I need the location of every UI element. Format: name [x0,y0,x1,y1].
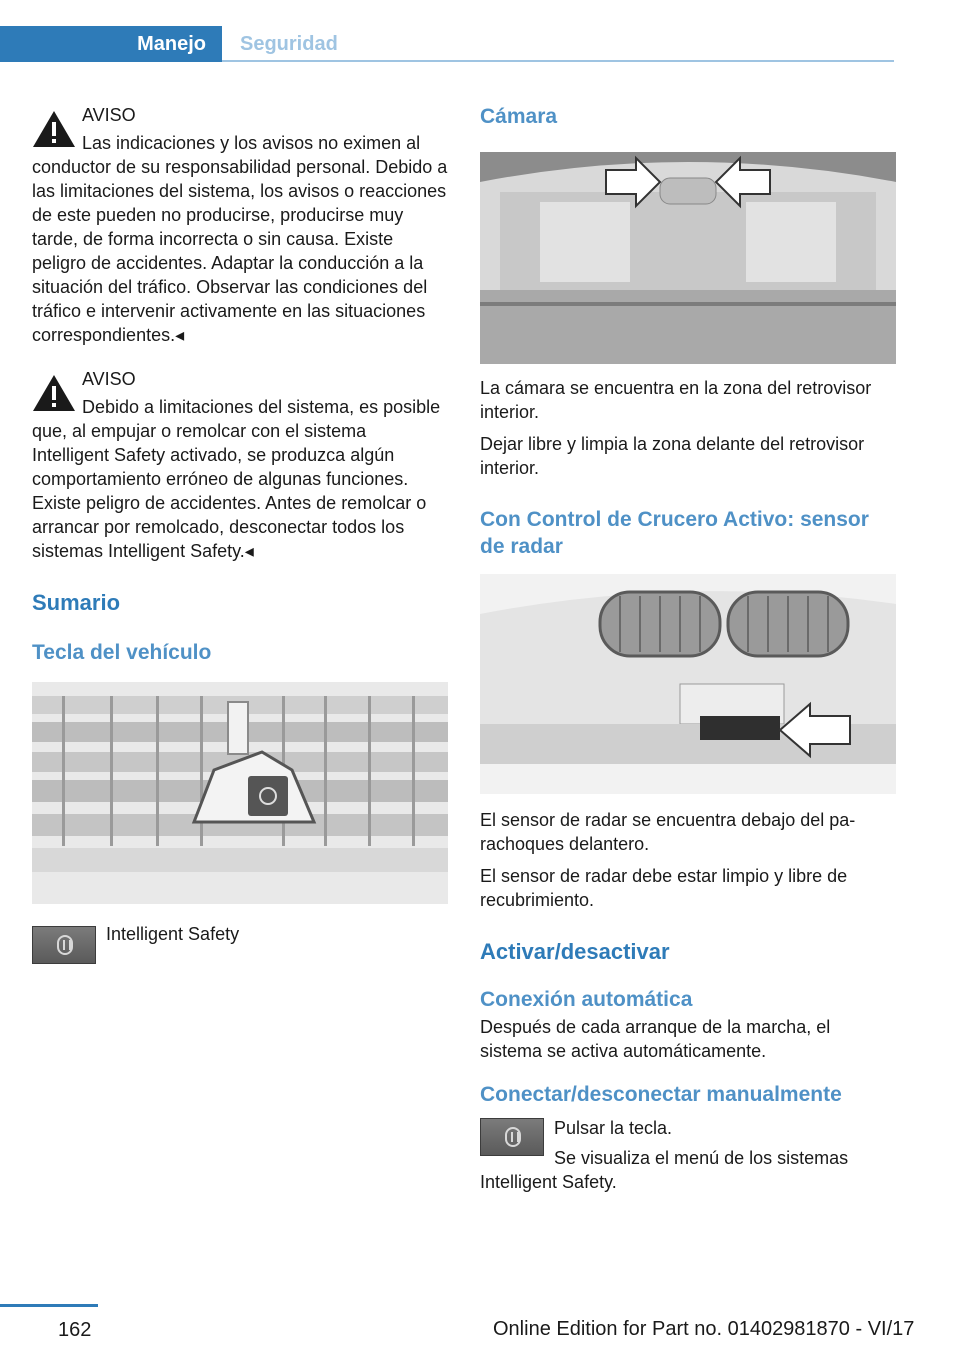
interior-camera-illustration [480,152,896,364]
radar-paragraph-1: El sensor de radar se encuentra debajo del parachoques delantero. [480,810,856,854]
warning-2-title: AVISO [82,369,136,389]
right-column [480,103,896,1194]
page-number: 162 [58,1319,92,1341]
key-legend-label: Intelligent Safety [106,924,240,944]
heading-sumario: Sumario [32,590,121,615]
manual-paragraph-2: Se visualiza el menú de los sistemas Intelligent Safety. [480,1148,849,1192]
camara-paragraph-1: La cámara se encuentra en la zona del retrovisor interior. [480,378,872,422]
heading-conexion: Conexión automática [480,988,693,1011]
tab-manejo[interactable] [0,26,222,62]
radar-paragraph-2: El sensor de radar debe estar limpio y libre de recubrimiento. [480,866,848,910]
camara-paragraph-2: Dejar libre y limpia la zona delante del retrovisor interior. [480,434,865,478]
tab-seguridad[interactable] [222,26,338,62]
heading-manual: Conectar/desconectar manualmente [480,1083,842,1106]
conexion-paragraph: Después de cada arranque de la marcha, el sistema se activa automáticamente. [480,1017,831,1061]
warning-1-body: Las indicaciones y los avisos no eximen al conductor de su responsabilidad personal. Debido a las limitaciones del sistema, los avisos o reacciones de este pueden no producirse, producirse muy tarde, de forma incorrecta o sin causa. Existe peligro de accidentes. Adaptar la conducción a la situación del tráfico. Observar las condiciones del tráfico e intervenir activamente en las situaciones correspondientes.◂ [32,133,448,345]
heading-camara: Cámara [480,105,558,128]
warning-1-title: AVISO [82,105,136,125]
header-rule [222,60,894,62]
warning-triangle-icon [32,109,76,149]
heading-activar: Activar/desactivar [480,939,670,964]
intelligent-safety-button-icon [480,1118,544,1156]
warning-block-2 [32,367,448,563]
tab-manejo-label: Manejo [137,33,206,55]
front-bumper-illustration [480,574,896,794]
heading-tecla-vehiculo: Tecla del vehículo [32,641,212,664]
tab-seguridad-label: Seguridad [240,33,338,55]
page-number-rule [0,1304,98,1307]
heading-radar: Con Control de Crucero Activo: sensor de radar [480,508,869,558]
vehicle-key-photo [32,682,448,904]
manual-block [480,1116,896,1194]
warning-triangle-icon [32,373,76,413]
manual-paragraph-1: Pulsar la tecla. [554,1118,673,1138]
left-column [32,103,448,964]
header-tabs [0,26,894,62]
warning-block-1 [32,103,448,347]
dashboard-panel-illustration [32,682,448,904]
radar-photo [480,574,896,794]
key-legend-row [32,922,448,964]
edition-footer: Online Edition for Part no. 01402981870 - VI/17 [493,1318,915,1340]
warning-2-body: Debido a limitaciones del sistema, es posible que, al empujar o remolcar con el sistema Intelligent Safety activado, se produzca algún comportamiento erróneo de algunas funciones. Existe peligro de accidentes. Antes de remolcar o arrancar por remolcado, desconectar todos los sistemas Intelligent Safety.◂ [32,397,441,561]
intelligent-safety-button-icon [32,926,96,964]
camera-photo [480,152,896,364]
